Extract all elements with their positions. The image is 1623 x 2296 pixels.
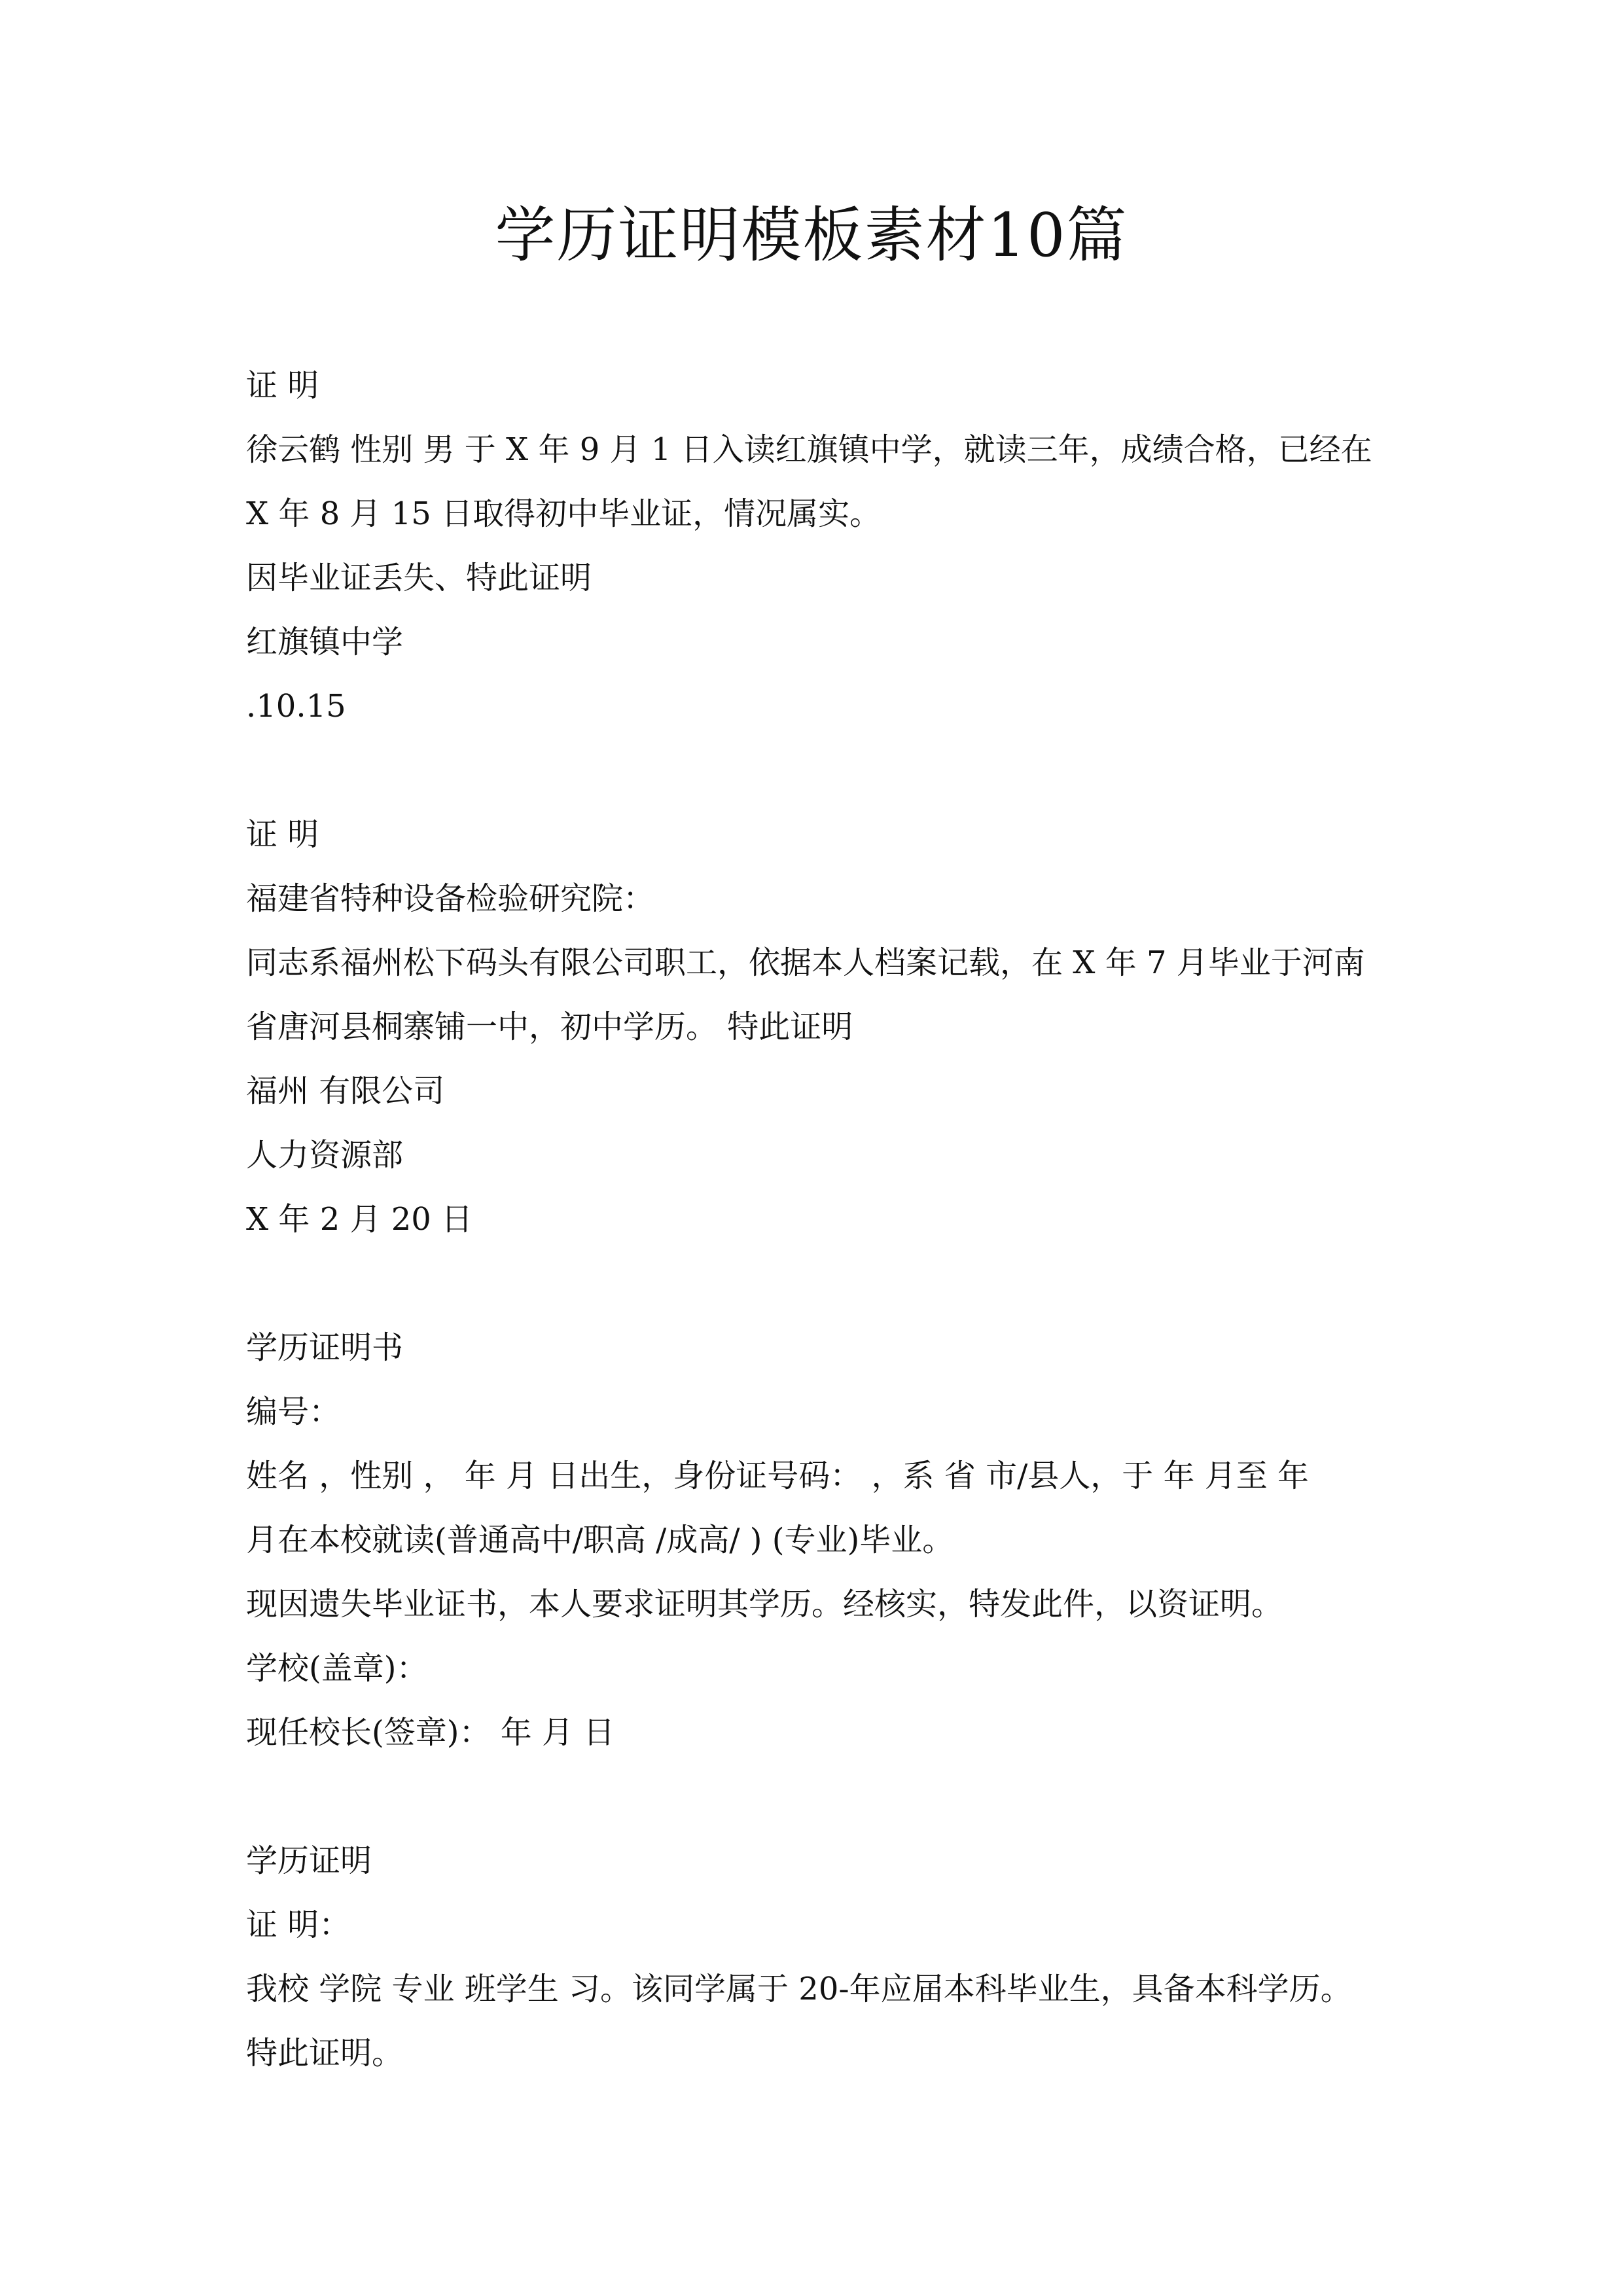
- closing-line: 特此证明。: [246, 2035, 404, 2072]
- section-heading: 证 明: [246, 816, 319, 853]
- section-spacer: [246, 1765, 1391, 1829]
- body-line: X 年 8 月 15 日取得初中毕业证，情况属实。: [246, 495, 882, 532]
- number-line: 编号：: [246, 1393, 341, 1430]
- certificate-section-3: [246, 1316, 1391, 1765]
- section-heading: 学历证明书: [246, 1329, 404, 1366]
- body-line: 同志系福州松下码头有限公司职工，依据本人档案记载，在 X 年 7 月毕业于河南: [246, 944, 1365, 981]
- signature-line: 现任校长(签章)： 年 月 日: [246, 1714, 615, 1751]
- issuer-line: 红旗镇中学: [246, 624, 404, 660]
- certificate-section-2: [246, 802, 1391, 1251]
- body-line: 徐云鹤 性别 男 于 X 年 9 月 1 日入读红旗镇中学，就读三年，成绩合格，已经在: [246, 431, 1372, 468]
- section-heading: 证 明: [246, 367, 319, 404]
- body-line: 姓名 ，性别 ， 年 月 日出生，身份证号码： ，系 省 市/县人，于 年 月至 年: [246, 1458, 1310, 1494]
- certificate-section-1: [246, 353, 1391, 738]
- section-heading: 学历证明: [246, 1842, 372, 1879]
- document-title: 学历证明模板素材10篇: [495, 200, 1128, 270]
- sub-heading: 证 明：: [246, 1907, 351, 1943]
- section-spacer: [246, 1251, 1391, 1316]
- date-line: .10.15: [246, 688, 346, 725]
- certificate-section-4: [246, 1829, 1391, 2085]
- body-line: 因毕业证丢失、特此证明: [246, 560, 592, 596]
- date-line: X 年 2 月 20 日: [246, 1201, 473, 1238]
- department-line: 人力资源部: [246, 1137, 404, 1174]
- body-line: 省唐河县桐寨铺一中，初中学历。 特此证明: [246, 1009, 853, 1045]
- addressee-line: 福建省特种设备检验研究院：: [246, 880, 655, 917]
- seal-line: 学校(盖章)：: [246, 1650, 428, 1687]
- body-line: 我校 学院 专业 班学生 习。该同学属于 20-年应届本科毕业生，具备本科学历。: [246, 1971, 1352, 2007]
- document-body: [246, 353, 1391, 2085]
- issuer-line: 福州 有限公司: [246, 1073, 445, 1109]
- body-line: 现因遗失毕业证书，本人要求证明其学历。经核实，特发此件，以资证明。: [246, 1586, 1283, 1623]
- section-spacer: [246, 738, 1391, 802]
- body-line: 月在本校就读(普通高中/职高 /成高/ ) (专业)毕业。: [246, 1522, 954, 1558]
